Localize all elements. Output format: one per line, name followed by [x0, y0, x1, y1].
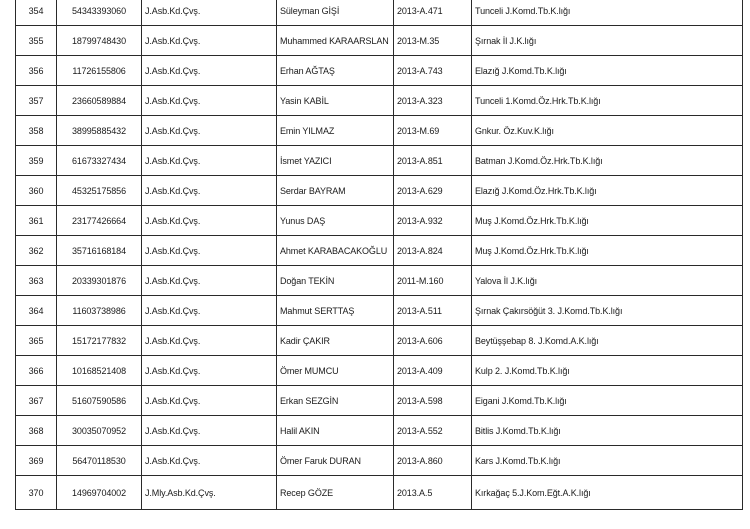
table-row [16, 0, 743, 26]
row-number-cell: 368 [16, 416, 57, 446]
rank-cell: J.Mly.Asb.Kd.Çvş. [142, 476, 277, 510]
registry-code-cell: 2013-A.323 [394, 86, 472, 116]
table-row [16, 416, 743, 446]
registry-code-cell: 2013-A.629 [394, 176, 472, 206]
registry-code-cell: 2013-A.552 [394, 416, 472, 446]
registry-code-cell: 2013-M.35 [394, 26, 472, 56]
registry-code-cell: 2013-A.851 [394, 146, 472, 176]
full-name-cell: Halil AKIN [277, 416, 394, 446]
row-number-cell: 360 [16, 176, 57, 206]
row-number-cell: 367 [16, 386, 57, 416]
full-name-cell: Recep GÖZE [277, 476, 394, 510]
full-name-cell: Mahmut SERTTAŞ [277, 296, 394, 326]
table-row [16, 476, 743, 510]
id-number-cell: 30035070952 [57, 416, 142, 446]
table-row [16, 266, 743, 296]
table-row [16, 86, 743, 116]
full-name-cell: Erhan AĞTAŞ [277, 56, 394, 86]
rank-cell: J.Asb.Kd.Çvş. [142, 296, 277, 326]
row-number-cell: 366 [16, 356, 57, 386]
rank-cell: J.Asb.Kd.Çvş. [142, 56, 277, 86]
unit-cell: Yalova İl J.K.lığı [472, 266, 743, 296]
full-name-cell: Süleyman GİŞİ [277, 0, 394, 26]
row-number-cell: 369 [16, 446, 57, 476]
unit-cell: Kars J.Komd.Tb.K.lığı [472, 446, 743, 476]
rank-cell: J.Asb.Kd.Çvş. [142, 386, 277, 416]
registry-code-cell: 2013-A.511 [394, 296, 472, 326]
row-number-cell: 365 [16, 326, 57, 356]
rank-cell: J.Asb.Kd.Çvş. [142, 116, 277, 146]
registry-code-cell: 2013-A.409 [394, 356, 472, 386]
rank-cell: J.Asb.Kd.Çvş. [142, 0, 277, 26]
full-name-cell: Muhammed KARAARSLAN [277, 26, 394, 56]
full-name-cell: Ahmet KARABACAKOĞLU [277, 236, 394, 266]
unit-cell: Kulp 2. J.Komd.Tb.K.lığı [472, 356, 743, 386]
personnel-table [15, 0, 743, 510]
unit-cell: Gnkur. Öz.Kuv.K.lığı [472, 116, 743, 146]
table-row [16, 116, 743, 146]
rank-cell: J.Asb.Kd.Çvş. [142, 326, 277, 356]
id-number-cell: 35716168184 [57, 236, 142, 266]
row-number-cell: 359 [16, 146, 57, 176]
unit-cell: Tunceli J.Komd.Tb.K.lığı [472, 0, 743, 26]
row-number-cell: 358 [16, 116, 57, 146]
id-number-cell: 14969704002 [57, 476, 142, 510]
id-number-cell: 56470118530 [57, 446, 142, 476]
unit-cell: Elazığ J.Komd.Tb.K.lığı [472, 56, 743, 86]
table-row [16, 176, 743, 206]
registry-code-cell: 2013-A.824 [394, 236, 472, 266]
full-name-cell: Emin YILMAZ [277, 116, 394, 146]
rank-cell: J.Asb.Kd.Çvş. [142, 26, 277, 56]
registry-code-cell: 2013-A.860 [394, 446, 472, 476]
row-number-cell: 362 [16, 236, 57, 266]
id-number-cell: 38995885432 [57, 116, 142, 146]
registry-code-cell: 2013-A.932 [394, 206, 472, 236]
id-number-cell: 23177426664 [57, 206, 142, 236]
registry-code-cell: 2011-M.160 [394, 266, 472, 296]
table-row [16, 56, 743, 86]
rank-cell: J.Asb.Kd.Çvş. [142, 146, 277, 176]
table-row [16, 386, 743, 416]
row-number-cell: 354 [16, 0, 57, 26]
full-name-cell: Serdar BAYRAM [277, 176, 394, 206]
unit-cell: Şırnak İl J.K.lığı [472, 26, 743, 56]
unit-cell: Muş J.Komd.Öz.Hrk.Tb.K.lığı [472, 206, 743, 236]
row-number-cell: 357 [16, 86, 57, 116]
id-number-cell: 45325175856 [57, 176, 142, 206]
table-row [16, 326, 743, 356]
id-number-cell: 10168521408 [57, 356, 142, 386]
full-name-cell: Erkan SEZGİN [277, 386, 394, 416]
rank-cell: J.Asb.Kd.Çvş. [142, 416, 277, 446]
rank-cell: J.Asb.Kd.Çvş. [142, 266, 277, 296]
table-row [16, 206, 743, 236]
unit-cell: Beytüşşebap 8. J.Komd.A.K.lığı [472, 326, 743, 356]
row-number-cell: 355 [16, 26, 57, 56]
id-number-cell: 51607590586 [57, 386, 142, 416]
unit-cell: Eigani J.Komd.Tb.K.lığı [472, 386, 743, 416]
registry-code-cell: 2013-A.743 [394, 56, 472, 86]
full-name-cell: Ömer Faruk DURAN [277, 446, 394, 476]
row-number-cell: 356 [16, 56, 57, 86]
rank-cell: J.Asb.Kd.Çvş. [142, 206, 277, 236]
id-number-cell: 20339301876 [57, 266, 142, 296]
unit-cell: Kırkağaç 5.J.Kom.Eğt.A.K.lığı [472, 476, 743, 510]
rank-cell: J.Asb.Kd.Çvş. [142, 86, 277, 116]
id-number-cell: 54343393060 [57, 0, 142, 26]
table-row [16, 26, 743, 56]
full-name-cell: İsmet YAZICI [277, 146, 394, 176]
table-row [16, 236, 743, 266]
id-number-cell: 61673327434 [57, 146, 142, 176]
rank-cell: J.Asb.Kd.Çvş. [142, 356, 277, 386]
table-row [16, 356, 743, 386]
row-number-cell: 364 [16, 296, 57, 326]
registry-code-cell: 2013-A.471 [394, 0, 472, 26]
id-number-cell: 11603738986 [57, 296, 142, 326]
table-row [16, 146, 743, 176]
registry-code-cell: 2013-M.69 [394, 116, 472, 146]
full-name-cell: Yasin KABİL [277, 86, 394, 116]
id-number-cell: 23660589884 [57, 86, 142, 116]
unit-cell: Batman J.Komd.Öz.Hrk.Tb.K.lığı [472, 146, 743, 176]
row-number-cell: 361 [16, 206, 57, 236]
rank-cell: J.Asb.Kd.Çvş. [142, 176, 277, 206]
registry-code-cell: 2013.A.5 [394, 476, 472, 510]
full-name-cell: Doğan TEKİN [277, 266, 394, 296]
personnel-table-body [16, 0, 743, 510]
row-number-cell: 363 [16, 266, 57, 296]
unit-cell: Bitlis J.Komd.Tb.K.lığı [472, 416, 743, 446]
registry-code-cell: 2013-A.606 [394, 326, 472, 356]
registry-code-cell: 2013-A.598 [394, 386, 472, 416]
full-name-cell: Yunus DAŞ [277, 206, 394, 236]
full-name-cell: Kadir ÇAKIR [277, 326, 394, 356]
unit-cell: Elazığ J.Komd.Öz.Hrk.Tb.K.lığı [472, 176, 743, 206]
rank-cell: J.Asb.Kd.Çvş. [142, 446, 277, 476]
id-number-cell: 15172177832 [57, 326, 142, 356]
unit-cell: Tunceli 1.Komd.Öz.Hrk.Tb.K.lığı [472, 86, 743, 116]
unit-cell: Şırnak Çakırsöğüt 3. J.Komd.Tb.K.lığı [472, 296, 743, 326]
id-number-cell: 11726155806 [57, 56, 142, 86]
table-row [16, 296, 743, 326]
full-name-cell: Ömer MUMCU [277, 356, 394, 386]
id-number-cell: 18799748430 [57, 26, 142, 56]
rank-cell: J.Asb.Kd.Çvş. [142, 236, 277, 266]
row-number-cell: 370 [16, 476, 57, 510]
unit-cell: Muş J.Komd.Öz.Hrk.Tb.K.lığı [472, 236, 743, 266]
table-row [16, 446, 743, 476]
